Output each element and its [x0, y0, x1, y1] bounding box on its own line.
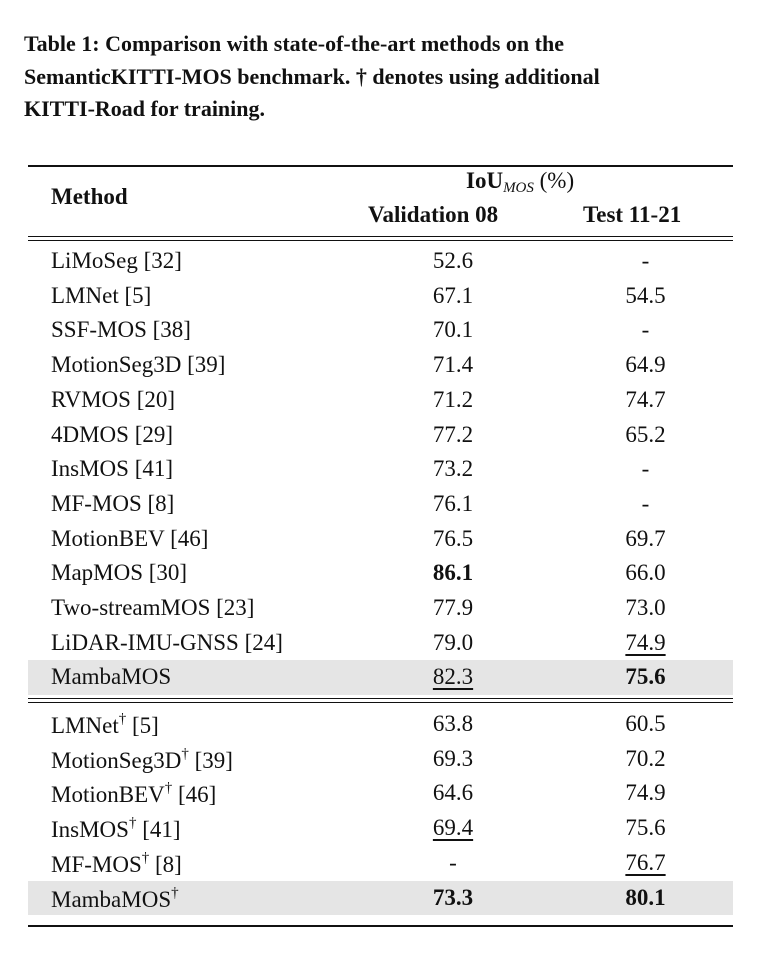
method-name: LiDAR-IMU-GNSS	[51, 629, 239, 655]
validation-value: 69.3	[432, 745, 474, 771]
validation-value: 82.3	[432, 664, 474, 690]
method-cell	[51, 630, 283, 656]
test-value: 66.0	[625, 560, 666, 586]
caption-line: KITTI-Road for training.	[24, 96, 266, 121]
method-reference: [20]	[130, 386, 176, 412]
test-cell	[568, 746, 723, 772]
method-cell	[51, 780, 216, 808]
table-row	[28, 811, 733, 846]
test-value: 76.7	[625, 849, 666, 875]
method-cell	[51, 850, 182, 878]
method-name: InsMOS	[51, 456, 129, 482]
test-value: -	[641, 490, 650, 516]
validation-value: 73.2	[432, 456, 474, 482]
header-iou	[466, 168, 574, 197]
method-name: MF-MOS	[51, 851, 142, 877]
method-name: MotionBEV	[51, 782, 165, 808]
table-row	[28, 383, 733, 418]
validation-cell	[368, 815, 538, 841]
validation-cell	[368, 352, 538, 378]
validation-value: 86.1	[432, 560, 474, 586]
validation-cell	[368, 885, 538, 911]
test-cell	[568, 815, 723, 841]
test-value: 74.9	[625, 629, 666, 655]
method-name: MotionBEV	[51, 525, 165, 551]
method-name: SSF-MOS	[51, 317, 147, 343]
table-row	[28, 591, 733, 626]
method-cell	[51, 283, 151, 309]
test-cell	[568, 491, 723, 517]
method-name: MF-MOS	[51, 490, 142, 516]
validation-value: 70.1	[432, 317, 474, 343]
validation-value: -	[449, 849, 457, 875]
table-row	[28, 418, 733, 453]
test-value: 69.7	[625, 525, 666, 551]
method-reference: [46]	[164, 525, 209, 551]
method-reference: [41]	[136, 817, 181, 843]
test-value: -	[641, 456, 650, 482]
method-cell	[51, 352, 225, 378]
method-reference: [39]	[188, 747, 233, 773]
validation-value: 71.4	[432, 352, 474, 378]
validation-value: 76.5	[432, 525, 474, 551]
header-rule-1	[28, 236, 733, 237]
test-cell	[568, 352, 723, 378]
method-cell	[51, 711, 159, 739]
table-row	[28, 348, 733, 383]
method-reference: [8]	[149, 851, 182, 877]
validation-cell	[368, 850, 538, 876]
dagger-mark: †	[141, 849, 150, 866]
test-value: 54.5	[625, 282, 666, 308]
method-name: LMNet	[51, 282, 119, 308]
method-reference: [24]	[238, 629, 283, 655]
method-reference: [46]	[172, 782, 217, 808]
validation-value: 79.0	[432, 629, 474, 655]
header-method: Method	[51, 184, 128, 209]
header-iou-unit: (%)	[533, 168, 575, 193]
method-cell	[51, 387, 175, 413]
table-row	[28, 846, 733, 881]
test-cell	[568, 317, 723, 343]
caption-line: SemanticKITTI-MOS benchmark. † denotes using additional	[24, 63, 600, 89]
test-value: -	[641, 317, 650, 343]
method-reference: [39]	[181, 352, 226, 378]
test-cell	[568, 526, 723, 552]
method-name: MapMOS	[51, 560, 144, 586]
method-cell	[51, 422, 173, 448]
table-row	[28, 522, 733, 557]
method-cell	[51, 317, 191, 343]
validation-value: 67.1	[432, 282, 474, 308]
method-name: LiMoSeg	[51, 248, 138, 273]
test-value: 73.0	[625, 595, 666, 620]
validation-value: 52.6	[432, 248, 474, 273]
table-row	[28, 556, 733, 591]
method-reference: [38]	[146, 317, 191, 343]
table-row	[28, 881, 733, 916]
header-iou-label: IoU	[466, 168, 504, 193]
test-value: -	[641, 248, 650, 273]
validation-value: 73.3	[432, 884, 474, 910]
test-value: 80.1	[625, 884, 666, 910]
method-cell	[51, 491, 174, 517]
method-cell	[51, 560, 187, 586]
method-cell	[51, 595, 254, 621]
table-row	[28, 452, 733, 487]
validation-cell	[368, 595, 538, 621]
dagger-mark: †	[118, 711, 127, 727]
test-cell	[568, 711, 723, 737]
validation-cell	[368, 746, 538, 772]
method-reference: [5]	[118, 282, 152, 308]
validation-cell	[368, 664, 538, 690]
method-name: RVMOS	[51, 386, 131, 412]
method-reference: [41]	[128, 456, 174, 482]
test-cell	[568, 885, 723, 911]
test-cell	[568, 850, 723, 876]
test-value: 74.9	[625, 780, 666, 806]
validation-cell	[368, 422, 538, 448]
validation-cell	[368, 526, 538, 552]
table-row	[28, 660, 733, 695]
test-cell	[568, 664, 723, 690]
validation-cell	[368, 317, 538, 343]
test-value: 75.6	[625, 815, 666, 841]
test-value: 75.6	[625, 664, 666, 690]
table-row	[28, 279, 733, 314]
validation-value: 76.1	[432, 490, 474, 516]
method-cell	[51, 885, 179, 913]
test-cell	[568, 456, 723, 482]
table-row	[28, 313, 733, 348]
validation-cell	[368, 630, 538, 656]
caption-line: Table 1: Comparison with state-of-the-art methods on the	[24, 31, 564, 56]
method-cell	[51, 664, 171, 690]
method-reference: [5]	[126, 713, 159, 738]
test-value: 64.9	[625, 352, 666, 378]
test-cell	[568, 283, 723, 309]
method-name: MotionSeg3D	[51, 747, 182, 773]
table-row	[28, 742, 733, 777]
dagger-mark: †	[171, 884, 179, 901]
validation-value: 64.6	[432, 780, 474, 806]
test-value: 60.5	[625, 711, 666, 736]
table-row	[28, 776, 733, 811]
table-row	[28, 707, 733, 742]
method-reference: [30]	[143, 560, 188, 586]
top-rule	[28, 165, 733, 167]
table-caption	[24, 28, 749, 126]
method-name: MotionSeg3D	[51, 352, 182, 378]
bottom-rule	[28, 925, 733, 927]
dagger-mark: †	[181, 745, 189, 762]
validation-cell	[368, 560, 538, 586]
validation-value: 69.4	[432, 815, 474, 841]
validation-cell	[368, 711, 538, 737]
validation-cell	[368, 283, 538, 309]
validation-value: 71.2	[432, 386, 474, 412]
test-cell	[568, 422, 723, 448]
validation-cell	[368, 248, 538, 274]
test-value: 74.7	[625, 386, 666, 412]
test-cell	[568, 630, 723, 656]
method-cell	[51, 815, 181, 843]
table-row	[28, 487, 733, 522]
test-value: 65.2	[625, 421, 666, 447]
method-name: 4DMOS	[51, 421, 129, 447]
header-test: Test 11-21	[583, 202, 682, 227]
method-name: InsMOS	[51, 817, 129, 843]
validation-cell	[368, 387, 538, 413]
method-cell	[51, 526, 208, 552]
method-cell	[51, 456, 173, 482]
method-name: MambaMOS	[51, 886, 172, 912]
group-rule-1	[28, 698, 733, 699]
validation-value: 77.2	[432, 421, 474, 447]
dagger-mark: †	[128, 815, 137, 832]
validation-value: 77.9	[432, 595, 474, 620]
validation-value: 63.8	[432, 711, 474, 736]
method-name: LMNet	[51, 713, 119, 738]
test-cell	[568, 560, 723, 586]
method-reference: [23]	[210, 595, 255, 620]
header-rule-2	[28, 240, 733, 241]
dagger-mark: †	[164, 780, 173, 797]
group-rule-2	[28, 702, 733, 703]
test-cell	[568, 780, 723, 806]
table-row	[28, 244, 733, 279]
table-row	[28, 626, 733, 661]
validation-cell	[368, 491, 538, 517]
method-cell	[51, 248, 182, 274]
method-reference: [8]	[141, 490, 175, 516]
method-reference: [29]	[128, 421, 174, 447]
test-cell	[568, 248, 723, 274]
validation-cell	[368, 456, 538, 482]
method-cell	[51, 746, 233, 774]
validation-cell	[368, 780, 538, 806]
test-cell	[568, 387, 723, 413]
method-name: Two-streamMOS	[51, 595, 211, 620]
method-reference: [32]	[137, 248, 182, 273]
test-value: 70.2	[625, 745, 666, 771]
header-iou-subscript: MOS	[503, 180, 534, 196]
header-validation: Validation 08	[368, 202, 499, 227]
test-cell	[568, 595, 723, 621]
method-name: MambaMOS	[51, 664, 172, 690]
